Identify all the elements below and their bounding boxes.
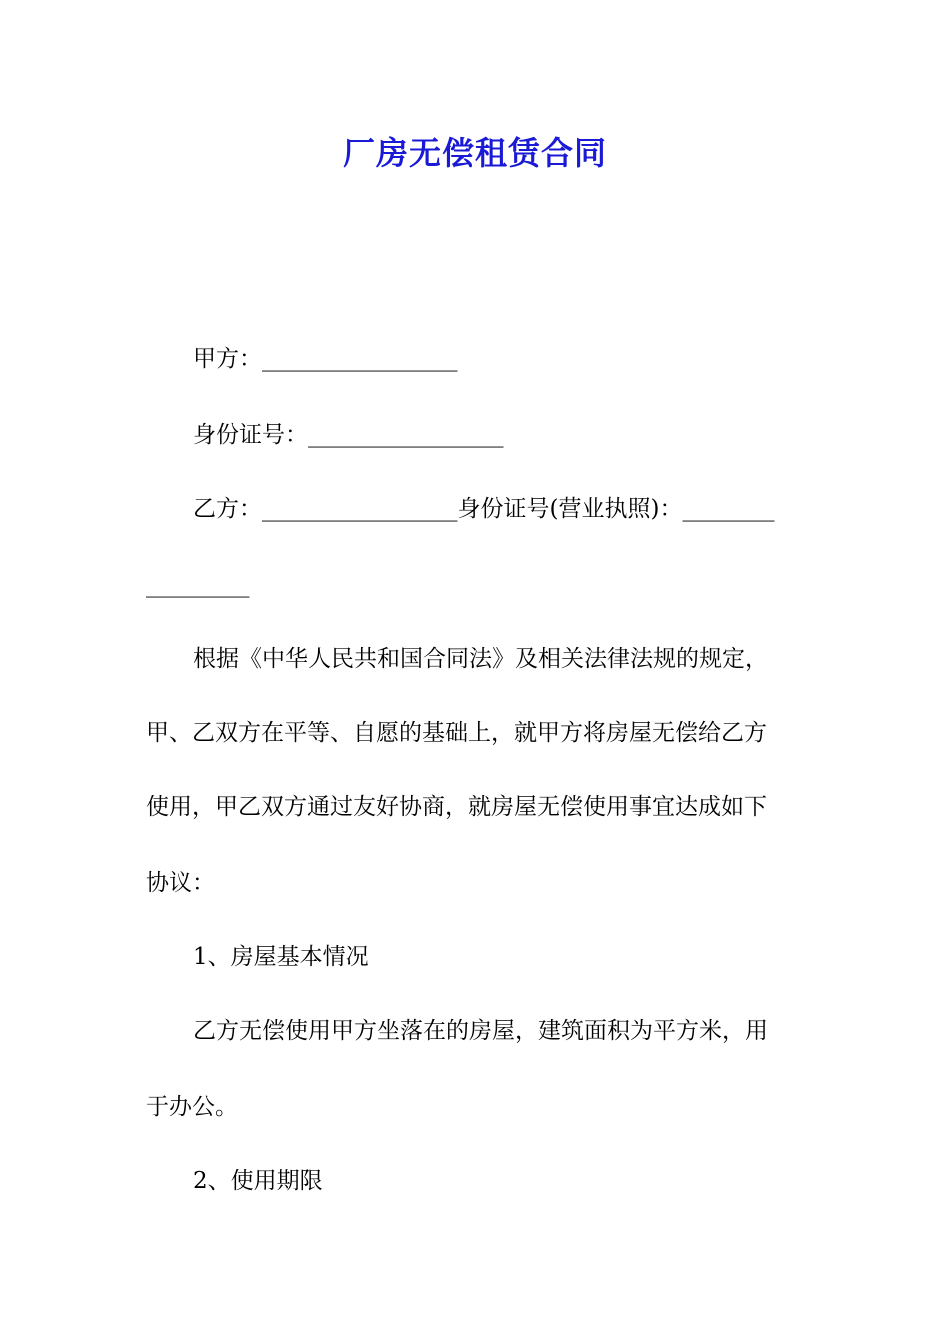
section-1-body-line-2: 于办公。 [146,1094,238,1120]
preamble-line-4: 协议： [146,870,215,896]
section-1-body-line-1: 乙方无偿使用甲方坐落在的房屋，建筑面积为平方米，用 [193,1018,768,1044]
section-2-heading: 2、使用期限 [193,1168,323,1194]
party-b-line-continued: _________ [146,572,250,598]
section-1-heading: 1、房屋基本情况 [193,944,369,970]
preamble-line-2: 甲、乙双方在平等、自愿的基础上，就甲方将房屋无偿给乙方 [146,720,767,746]
party-a-id-line: 身份证号：_________________ [193,422,504,448]
party-b-line: 乙方：_________________身份证号(营业执照)：________ [193,496,775,522]
document-title: 厂房无偿租赁合同 [342,134,607,172]
preamble-line-1: 根据《中华人民共和国合同法》及相关法律法规的规定， [193,646,768,672]
party-a-line: 甲方：_________________ [193,346,458,372]
preamble-line-3: 使用，甲乙双方通过友好协商，就房屋无偿使用事宜达成如下 [146,794,767,820]
